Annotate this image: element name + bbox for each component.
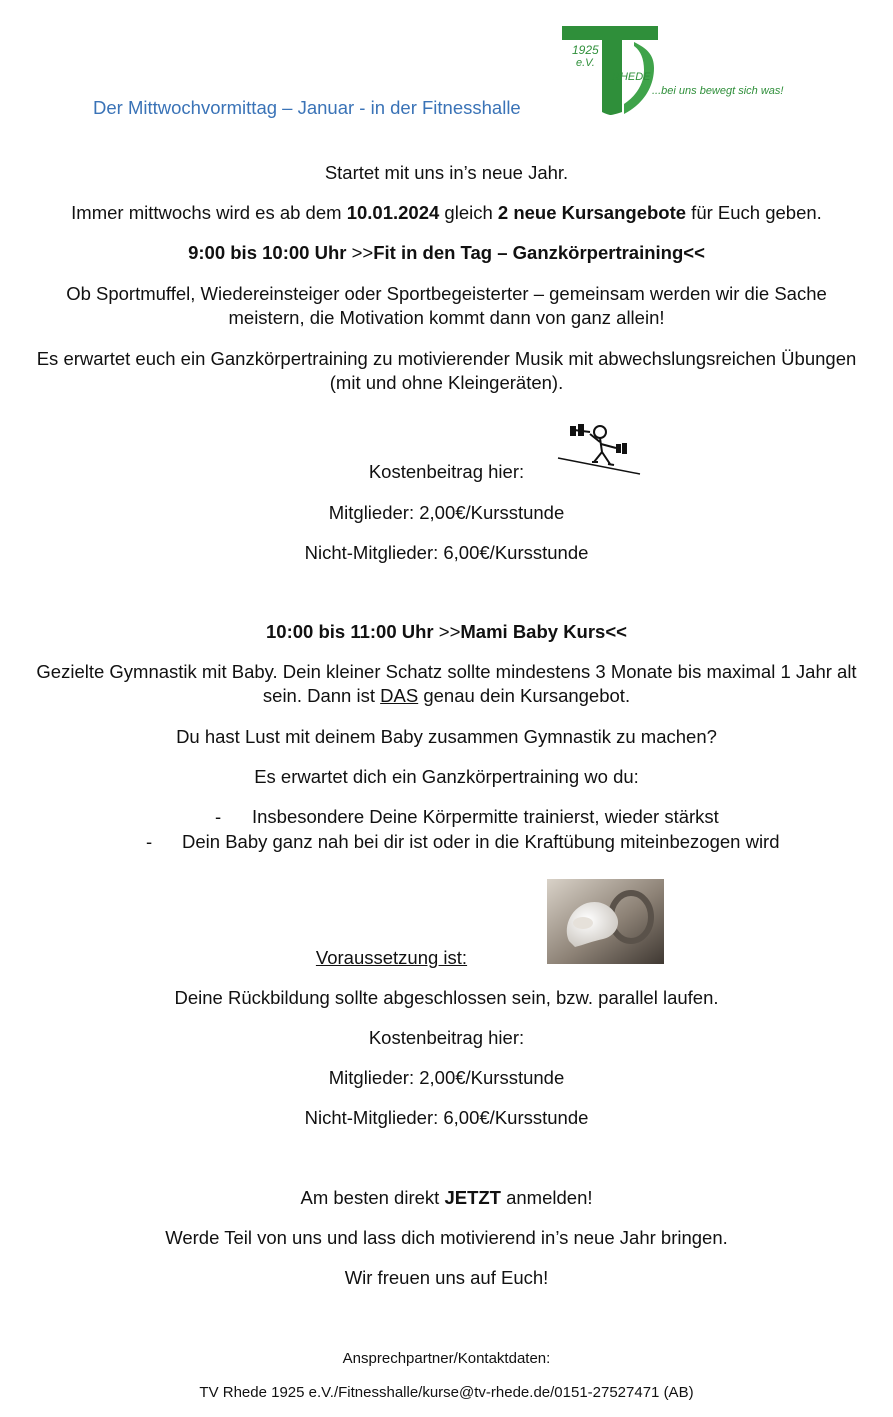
intro-announcement: Immer mittwochs wird es ab dem 10.01.2024 gleich 2 neue Kursangebote für Euch geben. [71, 202, 822, 223]
club-logo-icon [560, 24, 810, 120]
svg-text:RHEDE: RHEDE [612, 71, 651, 83]
contact-label: Ansprechpartner/Kontaktdaten: [342, 1350, 551, 1367]
bullet-dash: - [146, 831, 153, 852]
course1-description: Ob Sportmuffel, Wiedereinsteiger oder Sportbegeisterter – gemeinsam werden wir die Sache meistern, die Motivation kommt dann von ganz allein! [66, 283, 827, 328]
signup-call: Am besten direkt JETZT anmelden! [300, 1187, 593, 1208]
svg-text:1925: 1925 [572, 43, 599, 57]
prerequisite-label: Voraussetzung ist: [315, 947, 468, 968]
page-title: Der Mittwochvormittag – Januar - in der Fitnesshalle [93, 97, 521, 118]
course2-expect: Es erwartet dich ein Ganzkörpertraining wo du: [254, 766, 639, 787]
svg-text:...bei uns bewegt sich was!: ...bei uns bewegt sich was! [652, 85, 784, 97]
course1-heading: 9:00 bis 10:00 Uhr >>Fit in den Tag – Ganzkörpertraining<< [188, 242, 705, 263]
svg-text:e.V.: e.V. [576, 57, 595, 69]
club-logo [560, 24, 810, 120]
closing-thanks: Wir freuen uns auf Euch! [344, 1267, 549, 1288]
course2-fee-members: Mitglieder: 2,00€/Kursstunde [328, 1067, 565, 1088]
course1-fee-members: Mitglieder: 2,00€/Kursstunde [328, 502, 565, 523]
course1-description-2: Es erwartet euch ein Ganzkörpertraining zu motivierender Musik mit abwechslungsreichen Übungen (mit und ohne Kleingeräten). [36, 348, 857, 393]
course1-fee-nonmembers: Nicht-Mitglieder: 6,00€/Kursstunde [304, 542, 589, 563]
course2-fee-label: Kostenbeitrag hier: [368, 1027, 525, 1048]
list-item: Dein Baby ganz nah bei dir ist oder in die Kraftübung miteinbezogen wird [182, 831, 780, 852]
course1-fee-label: Kostenbeitrag hier: [368, 461, 525, 482]
bullet-dash: - [215, 806, 222, 827]
prerequisite-text: Deine Rückbildung sollte abgeschlossen sein, bzw. parallel laufen. [174, 987, 719, 1008]
contact-details: TV Rhede 1925 e.V./Fitnesshalle/kurse@tv-rhede.de/0151-27527471 (AB) [199, 1384, 694, 1401]
course2-question: Du hast Lust mit deinem Baby zusammen Gymnastik zu machen? [176, 726, 717, 747]
closing-line: Werde Teil von uns und lass dich motivierend in’s neue Jahr bringen. [165, 1227, 728, 1248]
list-item: Insbesondere Deine Körpermitte trainierst, wieder stärkst [252, 806, 719, 827]
course2-heading: 10:00 bis 11:00 Uhr >>Mami Baby Kurs<< [266, 621, 627, 642]
course2-fee-nonmembers: Nicht-Mitglieder: 6,00€/Kursstunde [304, 1107, 589, 1128]
intro-line: Startet mit uns in’s neue Jahr. [324, 162, 569, 183]
course2-description: Gezielte Gymnastik mit Baby. Dein kleiner Schatz sollte mindestens 3 Monate bis maximal 1 Jahr alt sein. Dann ist DAS genau dein Kursangebot. [36, 661, 857, 706]
